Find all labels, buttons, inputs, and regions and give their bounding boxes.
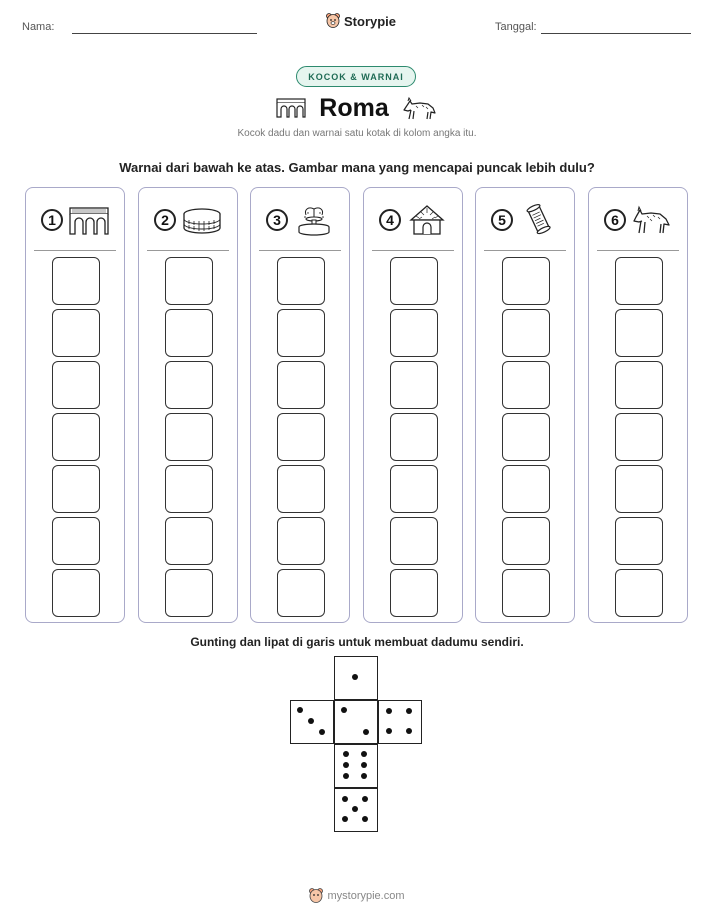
color-box[interactable]	[615, 569, 663, 617]
column-header	[589, 188, 687, 252]
color-box[interactable]	[52, 517, 100, 565]
die-face-3	[290, 700, 334, 744]
die-face-5	[334, 788, 378, 832]
column-divider	[147, 250, 229, 251]
dice-column-6	[588, 187, 688, 623]
color-box[interactable]	[52, 465, 100, 513]
color-box[interactable]	[502, 465, 550, 513]
storypie-mascot-icon	[309, 888, 323, 904]
wolf-icon	[402, 95, 438, 121]
date-label: Tanggal:	[495, 21, 537, 33]
column-header	[139, 188, 237, 252]
brand-logo	[326, 13, 396, 29]
column-number: 2	[154, 209, 176, 231]
column-number: 4	[379, 209, 401, 231]
color-box[interactable]	[277, 361, 325, 409]
color-box[interactable]	[615, 517, 663, 565]
column-divider	[372, 250, 454, 251]
fountain-icon	[294, 204, 334, 236]
name-label: Nama:	[22, 21, 55, 33]
color-box[interactable]	[165, 413, 213, 461]
die-net[interactable]	[290, 656, 426, 836]
color-box[interactable]	[165, 465, 213, 513]
page-subtitle: Kocok dadu dan warnai satu kotak di kolom angka itu.	[237, 128, 477, 139]
column-number: 5	[491, 209, 513, 231]
color-box[interactable]	[390, 413, 438, 461]
color-box[interactable]	[390, 517, 438, 565]
color-box[interactable]	[615, 309, 663, 357]
color-box[interactable]	[52, 413, 100, 461]
footer	[0, 888, 714, 904]
color-box[interactable]	[502, 361, 550, 409]
color-box[interactable]	[52, 257, 100, 305]
column-divider	[484, 250, 566, 251]
name-line[interactable]	[72, 33, 257, 34]
color-box[interactable]	[165, 569, 213, 617]
aqueduct-icon	[276, 98, 306, 118]
color-box[interactable]	[52, 361, 100, 409]
colosseum-icon	[182, 204, 222, 236]
column-number: 1	[41, 209, 63, 231]
color-box[interactable]	[390, 309, 438, 357]
hut-icon	[407, 204, 447, 236]
die-face-1	[334, 656, 378, 700]
color-box[interactable]	[165, 257, 213, 305]
cut-instruction: Gunting dan lipat di garis untuk membuat dadumu sendiri.	[190, 635, 524, 649]
activity-badge: KOCOK & WARNAI	[296, 66, 416, 87]
footer-url[interactable]: mystorypie.com	[327, 890, 405, 902]
column-number: 3	[266, 209, 288, 231]
color-box[interactable]	[615, 257, 663, 305]
wolf-icon	[632, 204, 672, 236]
color-box[interactable]	[390, 465, 438, 513]
color-box[interactable]	[502, 309, 550, 357]
column-divider	[259, 250, 341, 251]
die-face-2	[334, 700, 378, 744]
color-box[interactable]	[615, 465, 663, 513]
aqueduct-icon	[69, 204, 109, 236]
column-number: 6	[604, 209, 626, 231]
dice-column-5	[475, 187, 575, 623]
color-box[interactable]	[277, 413, 325, 461]
color-box[interactable]	[277, 465, 325, 513]
column-header	[251, 188, 349, 252]
color-box[interactable]	[165, 361, 213, 409]
dice-column-2	[138, 187, 238, 623]
dice-column-4	[363, 187, 463, 623]
coloring-instruction: Warnai dari bawah ke atas. Gambar mana yang mencapai puncak lebih dulu?	[119, 160, 595, 175]
color-box[interactable]	[390, 257, 438, 305]
page-title: Roma	[319, 93, 389, 122]
column-divider	[597, 250, 679, 251]
color-box[interactable]	[615, 413, 663, 461]
die-face-4	[378, 700, 422, 744]
die-face-6	[334, 744, 378, 788]
color-box[interactable]	[165, 517, 213, 565]
color-box[interactable]	[277, 257, 325, 305]
color-box[interactable]	[502, 257, 550, 305]
color-box[interactable]	[390, 361, 438, 409]
column-header	[476, 188, 574, 252]
color-box[interactable]	[502, 413, 550, 461]
dice-column-1	[25, 187, 125, 623]
brand-name: Storypie	[344, 13, 397, 29]
color-box[interactable]	[277, 517, 325, 565]
dice-column-3	[250, 187, 350, 623]
color-box[interactable]	[502, 569, 550, 617]
color-box[interactable]	[165, 309, 213, 357]
column-header	[26, 188, 124, 252]
column-header	[364, 188, 462, 252]
color-box[interactable]	[52, 569, 100, 617]
color-box[interactable]	[390, 569, 438, 617]
color-box[interactable]	[277, 569, 325, 617]
color-box[interactable]	[615, 361, 663, 409]
color-box[interactable]	[277, 309, 325, 357]
scroll-icon	[519, 204, 559, 236]
color-box[interactable]	[502, 517, 550, 565]
color-box[interactable]	[52, 309, 100, 357]
date-line[interactable]	[541, 33, 691, 34]
title-row	[276, 92, 438, 124]
column-divider	[34, 250, 116, 251]
storypie-mascot-icon	[326, 13, 340, 29]
